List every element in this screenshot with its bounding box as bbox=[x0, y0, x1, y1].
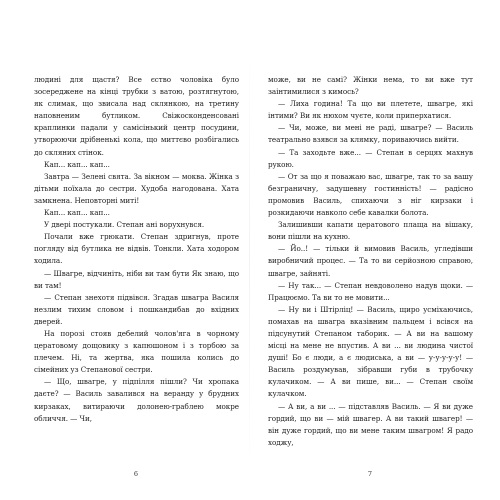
paragraph: — Йо..! — тільки й вимовив Василь, угледівши виробничий процес. — Та то ви серйозною справою, швагре, зайняті. bbox=[268, 244, 473, 278]
right-page-text bbox=[268, 74, 473, 449]
paragraph: — А ви, а ви ... — підставляв Василь. — Я ви дуже гордий, що ви — мій швагер. А ви такий швагер! — він дуже гордий, що ви мене таким швагром! Я радо ходжу, bbox=[268, 401, 473, 447]
paragraph: Залишивши капати цератового плаща на вішаку, вони пішли на кухню. bbox=[268, 220, 473, 242]
paragraph: У двері постукали. Степан ані ворухнувся. bbox=[44, 220, 205, 230]
paragraph: Кап... кап... кап... bbox=[44, 208, 110, 218]
paragraph: — Ну так... — Степан невдоволено надув щоки. — Працюємо. Та ви то не мовити... bbox=[268, 280, 473, 302]
paragraph: На порозі стояв дебелий чолов'яга в чорному цератовому дощовику з капюшоном і з торбою за плечем. Ні, та жертва, яка пошила колись до сімейних уз Степанової сестри. bbox=[34, 328, 239, 375]
right-page bbox=[250, 0, 500, 500]
paragraph: — От за що я поважаю вас, швагре, так то за вашу безграничну, задушевну гостинність! — радісно промовив Василь, спихаючи з ніг кирзаки і розкидаючи навколо себе кавалки болота. bbox=[268, 171, 473, 218]
paragraph: — Та заходьте вже... — Степан в серцях махнув рукою. bbox=[268, 147, 473, 169]
page-number: 6 bbox=[133, 470, 139, 478]
paragraph: — Лиха година! Та що ви плетете, швагре, які інтими? Ви як нюхом чуєте, коли приперхатися. bbox=[268, 99, 473, 121]
left-page-text bbox=[34, 74, 239, 425]
paragraph: — Степан знехотя підвівся. Згадав швагра Василя незлим тихим словом і пошкандибав до вхідних дверей. bbox=[34, 292, 239, 326]
paragraph: Почали вже грюкати. Степан здригнув, проте погляду від бутлика не відвів. Тонкли. Хата ходором ходила. bbox=[34, 232, 239, 266]
paragraph: — Швагре, відчиніть, ніби ви там бути Як знаю, що ви там! bbox=[34, 268, 239, 290]
paragraph: Кап... кап... кап... bbox=[44, 159, 110, 169]
page-number: 7 bbox=[367, 470, 373, 478]
paragraph: може, ви не самі? Жінки нема, то ви вже тут заінтимилися з кимось? bbox=[268, 75, 473, 97]
paragraph: — Що, швагре, у підпілля пішли? Чи хропака даєте? — Василь завалився на веранду у брудних кирзаках, витираючи долонею-граблею мокре обличчя. — Чи, bbox=[34, 377, 239, 423]
paragraph: Завтра — Зелені свята. За вікном — моква. Жінка з дітьми поїхала до сестри. Худоба нагодована. Хата замкнена. Неповторні миті! bbox=[34, 171, 239, 205]
paragraph: — Ну ви і Штірліц! — Василь, щиро усміхаючись, помахав на швагра вказівним пальцем і всівся на підсунутий Степаном таборик. — А ви на вашому місці на мене не впустив. А ви ... ви людина чистої душі! Бо є люди, а є людиська, а ви — у-у-у-у-у! — Василь роздумував, зібравши губи в трубочку кулачиком. — А ви пише, ви... — Степан своїм кулачком. bbox=[268, 304, 473, 399]
paragraph: — Чи, може, ви мені не раді, швагре? — Василь театрально взявся за клямку, пориваючись вийти. bbox=[268, 123, 473, 145]
paragraph: людині для щастя? Все єство чоловіка було зосереджене на кінці трубки з ватою, розтягнутою, як слимак, що звисала над склянкою, на третину наповненим бутликом. Свіжосконденсовані краплинки падали у самісінький центр посудини, утворюючи дрібненькі кола, що миттєво розбігались до скляних стінок. bbox=[34, 75, 239, 157]
